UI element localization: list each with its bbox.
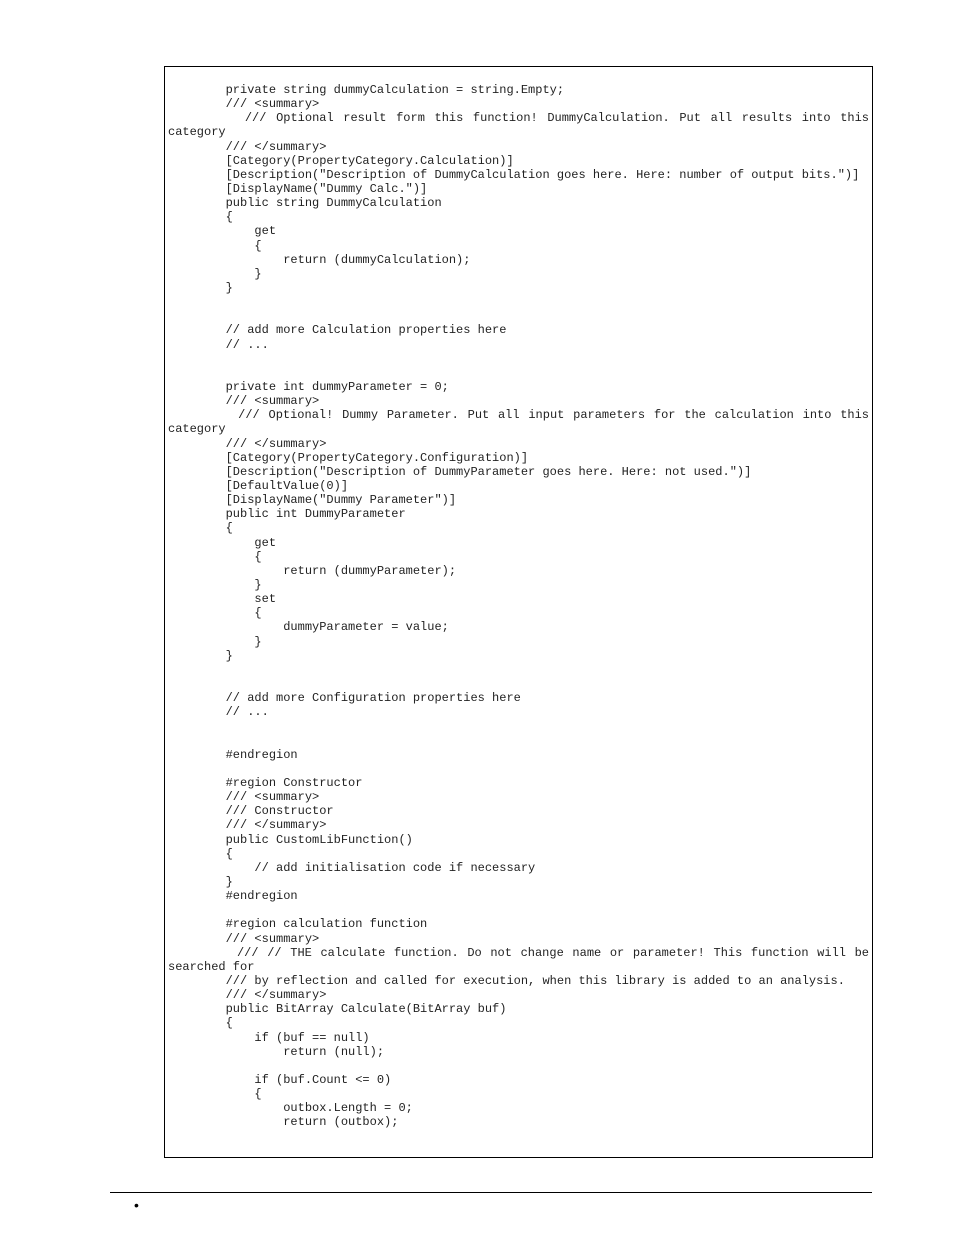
code-line: return (dummyParameter); (168, 563, 457, 578)
code-line (168, 309, 869, 323)
code-line: set (168, 592, 277, 607)
code-line (168, 734, 869, 748)
code-line (168, 903, 869, 917)
code-line (168, 663, 869, 677)
code-line: get (168, 535, 277, 550)
code-line: public CustomLibFunction() (168, 832, 413, 847)
code-line: // ... (168, 337, 269, 352)
code-line: /// // THE calculate function. Do not change name or parameter! This function will be searched for (168, 945, 877, 974)
code-line: [DefaultValue(0)] (168, 479, 349, 493)
code-line: { (168, 606, 262, 621)
code-line: } (168, 874, 233, 889)
code-line: /// </summary> (168, 818, 327, 833)
code-line: [Description("Description of DummyParameter goes here. Here: not used.")] (168, 464, 752, 479)
code-line: outbox.Length = 0; (168, 1101, 413, 1116)
code-line: return (null); (168, 1044, 385, 1059)
code-line: public string DummyCalculation (168, 196, 442, 211)
code-line: #region calculation function (168, 917, 428, 932)
code-line: /// <summary> (168, 790, 320, 805)
code-line: /// Optional! Dummy Parameter. Put all input parameters for the calculation into this category (168, 408, 877, 437)
code-line: public int DummyParameter (168, 507, 406, 522)
code-line: [Description("Description of DummyCalculation goes here. Here: number of output bits.")] (168, 167, 860, 182)
code-line: // add more Calculation properties here (168, 323, 507, 338)
code-line: } (168, 266, 262, 281)
code-line: dummyParameter = value; (168, 620, 449, 635)
code-line: /// by reflection and called for execution, when this library is added to an analysis. (168, 973, 845, 988)
code-line: #region Constructor (168, 775, 363, 790)
code-line: } (168, 577, 262, 592)
code-line: { (168, 210, 233, 225)
code-line: // add more Configuration properties here (168, 691, 521, 706)
code-line: } (168, 634, 262, 649)
code-line: #endregion (168, 747, 298, 762)
code-line: /// </summary> (168, 988, 327, 1003)
code-line: [Category(PropertyCategory.Configuration)] (168, 450, 529, 465)
code-line: } (168, 281, 233, 295)
code-line: [DisplayName("Dummy Calc.")] (168, 182, 428, 197)
code-line: // add initialisation code if necessary (168, 860, 536, 875)
code-line: { (168, 1087, 262, 1102)
code-line: public BitArray Calculate(BitArray buf) (168, 1002, 507, 1017)
code-line: /// <summary> (168, 931, 320, 946)
code-line: /// <summary> (168, 97, 320, 112)
code-line: // ... (168, 705, 269, 720)
code-line (168, 352, 869, 366)
code-line: { (168, 238, 262, 253)
footer-bullet: • (134, 1197, 139, 1213)
code-listing (164, 66, 877, 1158)
code-line: { (168, 521, 233, 536)
code-line: /// Optional result form this function! DummyCalculation. Put all results into this category (168, 111, 877, 140)
code-line: return (outbox); (168, 1115, 399, 1130)
code-line (168, 762, 869, 776)
code-line: [Category(PropertyCategory.Calculation)] (168, 153, 514, 168)
code-line: { (168, 549, 262, 564)
code-line: private string dummyCalculation = string.Empty; (168, 83, 565, 97)
code-line: private int dummyParameter = 0; (168, 379, 449, 394)
code-line (168, 366, 869, 380)
code-line (168, 677, 869, 691)
footer-divider (110, 1192, 872, 1193)
code-line: /// </summary> (168, 436, 327, 451)
code-line (168, 719, 869, 733)
code-line: return (dummyCalculation); (168, 252, 471, 267)
code-line: /// Constructor (168, 804, 334, 819)
code-line: #endregion (168, 889, 298, 904)
code-line: /// </summary> (168, 139, 327, 154)
code-line: /// <summary> (168, 394, 320, 409)
code-line: { (168, 846, 233, 861)
code-line (168, 1059, 869, 1073)
code-line: get (168, 224, 277, 239)
code-line: if (buf == null) (168, 1030, 370, 1045)
code-line (168, 295, 869, 309)
code-line: [DisplayName("Dummy Parameter")] (168, 493, 457, 508)
code-line: { (168, 1016, 233, 1031)
code-line: } (168, 648, 233, 663)
code-line: if (buf.Count <= 0) (168, 1072, 392, 1087)
